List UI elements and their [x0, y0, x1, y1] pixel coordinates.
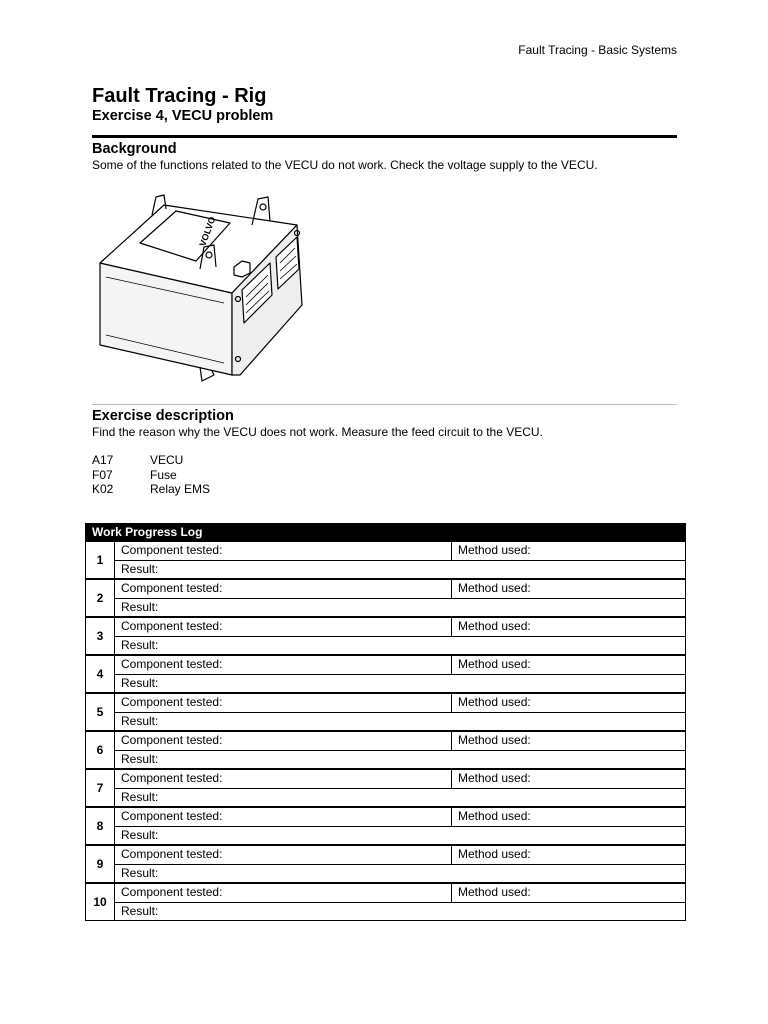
vecu-brand-text: VOLVO	[197, 215, 218, 248]
log-entry-row	[86, 541, 686, 560]
log-entry-row	[86, 769, 686, 788]
component-tested-field[interactable]: Component tested:	[115, 693, 452, 712]
log-entry-number: 1	[86, 541, 115, 579]
log-result-row	[86, 902, 686, 921]
background-heading: Background	[92, 141, 177, 157]
method-used-field[interactable]: Method used:	[452, 541, 686, 560]
component-tested-field[interactable]: Component tested:	[115, 731, 452, 750]
exercise-text: Find the reason why the VECU does not work. Measure the feed circuit to the VECU.	[92, 425, 543, 439]
component-name: Relay EMS	[150, 482, 211, 496]
component-list	[92, 453, 210, 497]
log-result-row	[86, 750, 686, 769]
component-code: A17	[92, 453, 114, 467]
running-header: Fault Tracing - Basic Systems	[518, 43, 677, 57]
component-tested-field[interactable]: Component tested:	[115, 807, 452, 826]
work-progress-log	[85, 523, 686, 921]
component-name: VECU	[150, 453, 184, 467]
method-used-field[interactable]: Method used:	[452, 807, 686, 826]
result-field[interactable]: Result:	[115, 598, 686, 617]
result-field[interactable]: Result:	[115, 712, 686, 731]
log-entry-number: 8	[86, 807, 115, 845]
component-row	[92, 468, 210, 483]
title-divider	[92, 135, 677, 138]
component-code: F07	[92, 467, 113, 482]
log-entry-row	[86, 731, 686, 750]
component-tested-field[interactable]: Component tested:	[115, 617, 452, 636]
log-entry-number: 10	[86, 883, 115, 921]
log-entry-number: 2	[86, 579, 115, 617]
page-title: Fault Tracing - Rig	[92, 85, 267, 107]
log-entry-number: 3	[86, 617, 115, 655]
log-result-row	[86, 788, 686, 807]
log-title: Work Progress Log	[86, 524, 686, 542]
log-result-row	[86, 826, 686, 845]
component-name: Fuse	[150, 467, 177, 482]
component-code: K02	[92, 482, 114, 496]
result-field[interactable]: Result:	[115, 864, 686, 883]
method-used-field[interactable]: Method used:	[452, 655, 686, 674]
component-row	[92, 453, 210, 468]
log-result-row	[86, 636, 686, 655]
method-used-field[interactable]: Method used:	[452, 769, 686, 788]
log-entry-row	[86, 883, 686, 902]
result-field[interactable]: Result:	[115, 902, 686, 921]
component-row	[92, 482, 210, 497]
log-entry-row	[86, 693, 686, 712]
log-entry-number: 7	[86, 769, 115, 807]
method-used-field[interactable]: Method used:	[452, 579, 686, 598]
log-entry-number: 5	[86, 693, 115, 731]
result-field[interactable]: Result:	[115, 636, 686, 655]
result-field[interactable]: Result:	[115, 560, 686, 579]
result-field[interactable]: Result:	[115, 750, 686, 769]
exercise-heading: Exercise description	[92, 408, 234, 424]
vecu-unit-illustration	[92, 185, 322, 385]
log-entry-row	[86, 617, 686, 636]
section-divider	[92, 404, 677, 405]
component-tested-field[interactable]: Component tested:	[115, 541, 452, 560]
log-entry-row	[86, 655, 686, 674]
component-tested-field[interactable]: Component tested:	[115, 769, 452, 788]
log-result-row	[86, 712, 686, 731]
page-subtitle: Exercise 4, VECU problem	[92, 108, 274, 124]
component-tested-field[interactable]: Component tested:	[115, 655, 452, 674]
component-tested-field[interactable]: Component tested:	[115, 845, 452, 864]
result-field[interactable]: Result:	[115, 826, 686, 845]
method-used-field[interactable]: Method used:	[452, 883, 686, 902]
method-used-field[interactable]: Method used:	[452, 617, 686, 636]
log-result-row	[86, 864, 686, 883]
method-used-field[interactable]: Method used:	[452, 731, 686, 750]
method-used-field[interactable]: Method used:	[452, 693, 686, 712]
log-entry-number: 6	[86, 731, 115, 769]
component-tested-field[interactable]: Component tested:	[115, 579, 452, 598]
result-field[interactable]: Result:	[115, 674, 686, 693]
log-result-row	[86, 598, 686, 617]
log-entry-row	[86, 579, 686, 598]
log-entry-number: 9	[86, 845, 115, 883]
log-entry-number: 4	[86, 655, 115, 693]
component-tested-field[interactable]: Component tested:	[115, 883, 452, 902]
log-result-row	[86, 560, 686, 579]
method-used-field[interactable]: Method used:	[452, 845, 686, 864]
log-entry-row	[86, 845, 686, 864]
background-text: Some of the functions related to the VECU do not work. Check the voltage supply to the VECU.	[92, 158, 598, 172]
log-entry-row	[86, 807, 686, 826]
log-result-row	[86, 674, 686, 693]
result-field[interactable]: Result:	[115, 788, 686, 807]
